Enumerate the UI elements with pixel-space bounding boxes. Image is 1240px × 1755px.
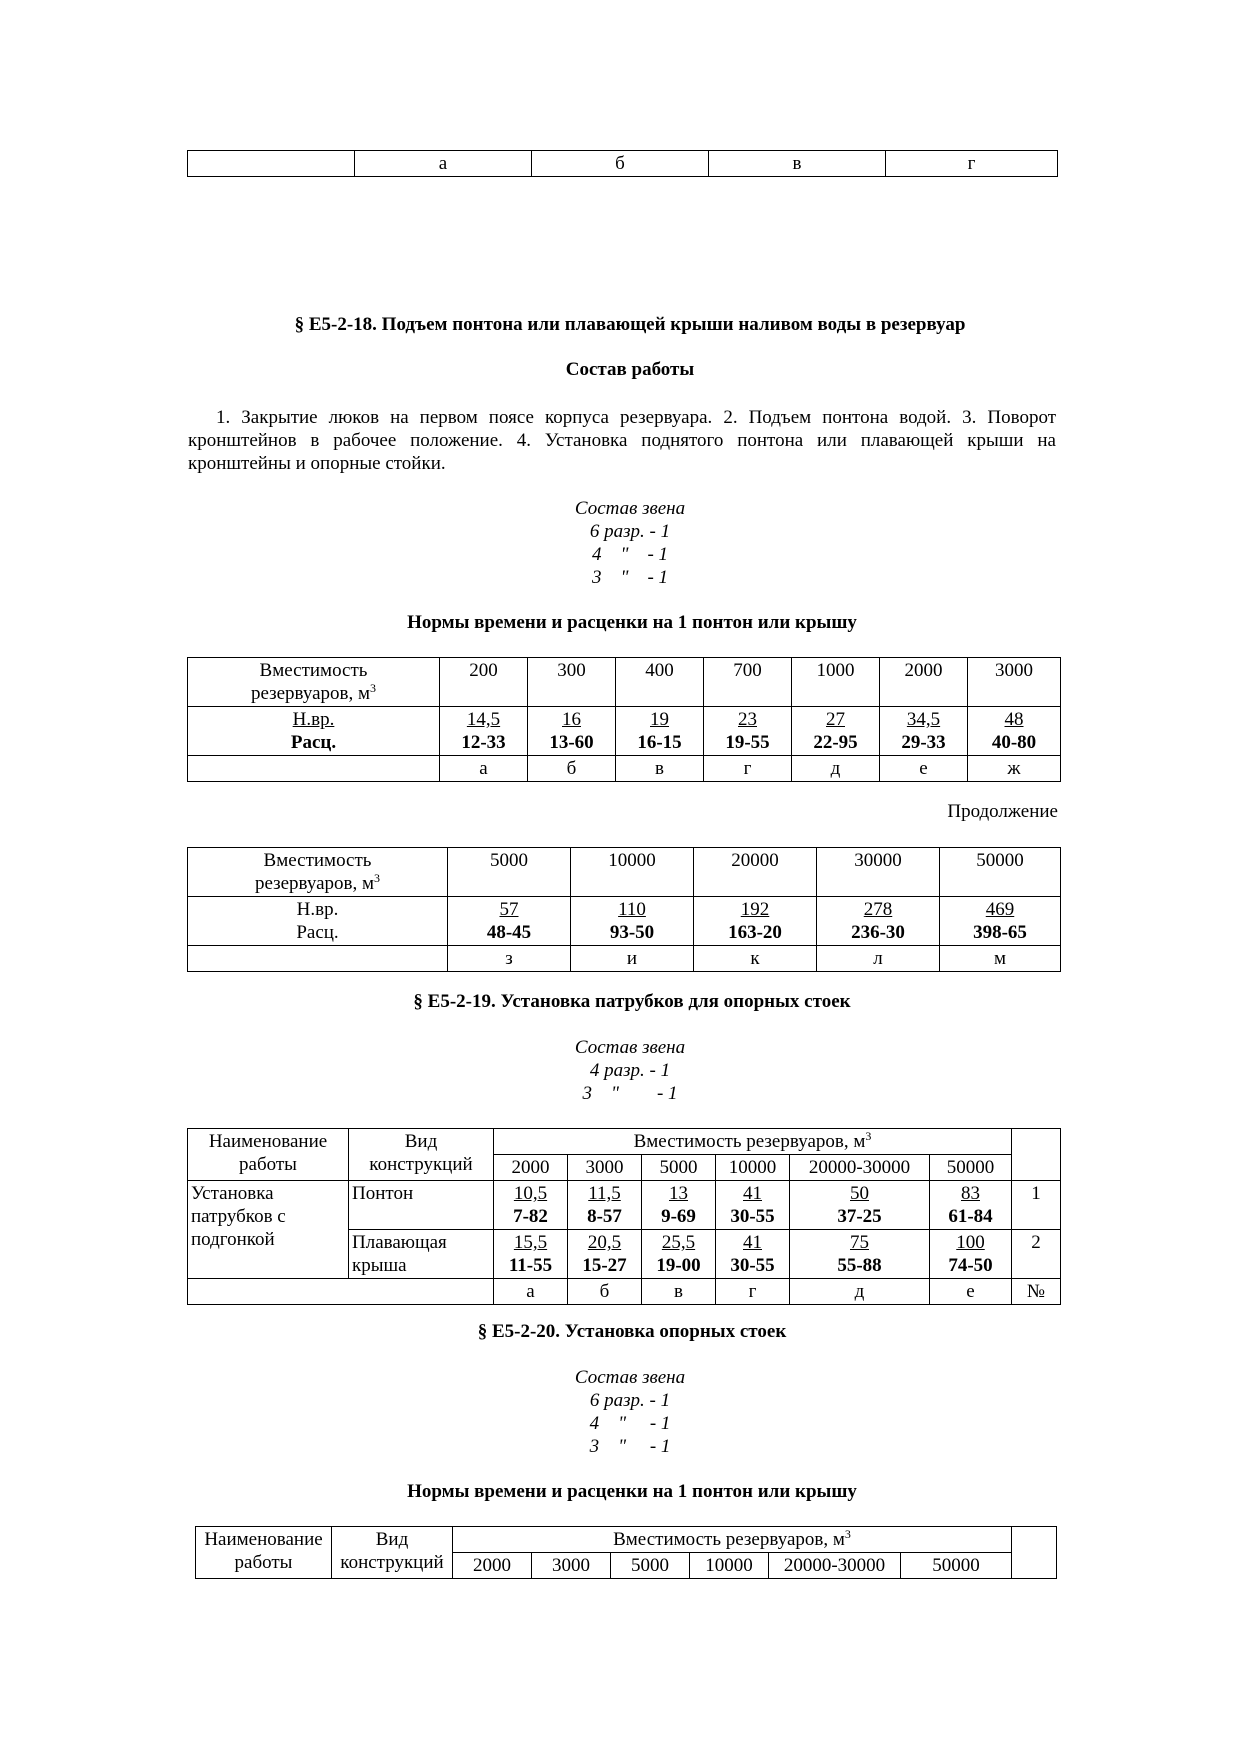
norm-cell: 20,5 15-27 xyxy=(568,1230,642,1279)
crew-line: 3 " - 1 xyxy=(582,1083,678,1104)
capacity-header: Вместимость резервуаров, $м^3$ xyxy=(188,848,448,897)
norm-cell: 192 163-20 xyxy=(694,897,817,946)
empty-cell xyxy=(188,151,355,177)
crew-line: Состав звена xyxy=(574,498,686,519)
capacity-value: 200 xyxy=(440,658,528,707)
crew-line: 3 " - 1 xyxy=(589,1436,671,1457)
column-letter: а xyxy=(494,1279,568,1305)
column-letter: б xyxy=(568,1279,642,1305)
column-letter: а xyxy=(355,151,532,177)
capacity-value: 5000 xyxy=(611,1553,690,1579)
column-letter: в xyxy=(642,1279,716,1305)
capacity-value: 5000 xyxy=(448,848,571,897)
norm-cell: 57 48-45 xyxy=(448,897,571,946)
norm-cell: 27 22-95 xyxy=(792,707,880,756)
norm-cell: 25,5 19-00 xyxy=(642,1230,716,1279)
capacity-value: 700 xyxy=(704,658,792,707)
column-letter: е xyxy=(930,1279,1012,1305)
row-number: 1 xyxy=(1012,1181,1061,1230)
norm-cell: 10,5 7-82 xyxy=(494,1181,568,1230)
column-letter: б xyxy=(528,756,616,782)
capacity-value: 50000 xyxy=(901,1553,1012,1579)
capacity-value: 3000 xyxy=(968,658,1061,707)
norm-cell: 278 236-30 xyxy=(817,897,940,946)
norm-cell: 75 55-88 xyxy=(790,1230,930,1279)
capacity-value: 20000-30000 xyxy=(790,1155,930,1181)
top-letter-table xyxy=(187,150,1058,177)
crew-line: 4 " - 1 xyxy=(591,544,669,565)
capacity-value: 5000 xyxy=(642,1155,716,1181)
capacity-value: 2000 xyxy=(453,1553,532,1579)
norm-cell: 11,5 8-57 xyxy=(568,1181,642,1230)
column-letter: г xyxy=(704,756,792,782)
section-19-title: § Е5-2-19. Установка патрубков для опорных стоек xyxy=(413,991,851,1012)
norm-cell: 83 61-84 xyxy=(930,1181,1012,1230)
capacity-value: 400 xyxy=(616,658,704,707)
crew-composition-18 xyxy=(0,497,1240,589)
norm-cell: 41 30-55 xyxy=(716,1181,790,1230)
crew-line: Состав звена xyxy=(574,1037,686,1058)
capacity-value: 20000-30000 xyxy=(769,1553,901,1579)
empty-cell xyxy=(188,756,440,782)
crew-composition-19 xyxy=(0,1036,1240,1105)
norm-cell: 48 40-80 xyxy=(968,707,1061,756)
work-composition-text: 1. Закрытие люков на первом поясе корпуса резервуара. 2. Подъем понтона водой. 3. Поворот кронштейнов в рабочее положение. 4. Установка поднятого понтона или плавающей крыши на кронштейны и опорные стойки. xyxy=(188,407,1056,474)
column-letter: г xyxy=(886,151,1058,177)
norm-cell: 41 30-55 xyxy=(716,1230,790,1279)
norm-cell: 110 93-50 xyxy=(571,897,694,946)
capacity-value: 50000 xyxy=(940,848,1061,897)
capacity-value: 30000 xyxy=(817,848,940,897)
column-letter: е xyxy=(880,756,968,782)
norms-table-20 xyxy=(195,1526,1057,1579)
column-letter: б xyxy=(532,151,709,177)
column-letter: д xyxy=(792,756,880,782)
norms-title-20: Нормы времени и расценки на 1 понтон или крышу xyxy=(407,1481,857,1502)
capacity-header: Вместимость резервуаров, $м^3$ xyxy=(453,1527,1012,1553)
capacity-value: 3000 xyxy=(568,1155,642,1181)
column-letter: г xyxy=(716,1279,790,1305)
column-letter: з xyxy=(448,946,571,972)
empty-cell xyxy=(188,946,448,972)
norm-cell: 23 19-55 xyxy=(704,707,792,756)
crew-composition-20 xyxy=(0,1366,1240,1458)
capacity-value: 10000 xyxy=(690,1553,769,1579)
section-18-title: § Е5-2-18. Подъем понтона или плавающей крыши наливом воды в резервуар xyxy=(294,314,966,335)
norms-title-18: Нормы времени и расценки на 1 понтон или крышу xyxy=(407,612,857,633)
capacity-value: 20000 xyxy=(694,848,817,897)
norm-cell: 13 9-69 xyxy=(642,1181,716,1230)
column-letter: л xyxy=(817,946,940,972)
capacity-value: 50000 xyxy=(930,1155,1012,1181)
column-letter: м xyxy=(940,946,1061,972)
construction-type: Плавающая крыша xyxy=(349,1230,494,1279)
crew-line: 6 разр. - 1 xyxy=(589,1390,671,1411)
column-letter: в xyxy=(616,756,704,782)
norm-cell: 50 37-25 xyxy=(790,1181,930,1230)
column-letter: и xyxy=(571,946,694,972)
capacity-value: 300 xyxy=(528,658,616,707)
nvr-rasc-label: Н.вр. Расц. xyxy=(188,897,448,946)
work-name-header: Наименование работы xyxy=(188,1129,349,1181)
column-letter: д xyxy=(790,1279,930,1305)
norm-cell: 16 13-60 xyxy=(528,707,616,756)
norm-cell: 14,5 12-33 xyxy=(440,707,528,756)
capacity-value: 1000 xyxy=(792,658,880,707)
capacity-value: 2000 xyxy=(494,1155,568,1181)
construction-type: Понтон xyxy=(349,1181,494,1230)
norm-cell: 469 398-65 xyxy=(940,897,1061,946)
crew-line: Состав звена xyxy=(574,1367,686,1388)
norm-cell: 19 16-15 xyxy=(616,707,704,756)
norms-table-2 xyxy=(187,847,1061,972)
norm-cell: 100 74-50 xyxy=(930,1230,1012,1279)
nvr-rasc-label: Н.вр. Расц. xyxy=(188,707,440,756)
empty-cell xyxy=(1012,1527,1057,1579)
capacity-header: Вместимость резервуаров, $м^3$ xyxy=(494,1129,1012,1155)
continuation-label: Продолжение xyxy=(947,801,1058,822)
capacity-value: 10000 xyxy=(571,848,694,897)
crew-line: 3 " - 1 xyxy=(591,567,669,588)
column-letter: в xyxy=(709,151,886,177)
capacity-value: 3000 xyxy=(532,1553,611,1579)
column-letter: ж xyxy=(968,756,1061,782)
empty-cell xyxy=(1012,1129,1061,1181)
norms-table-1 xyxy=(187,657,1061,782)
column-letter: а xyxy=(440,756,528,782)
norm-cell: 34,5 29-33 xyxy=(880,707,968,756)
number-sign: № xyxy=(1012,1279,1061,1305)
row-number: 2 xyxy=(1012,1230,1061,1279)
norms-table-19 xyxy=(187,1128,1061,1305)
construction-type-header: Вид конструкций xyxy=(349,1129,494,1181)
empty-cell xyxy=(188,1279,494,1305)
column-letter: к xyxy=(694,946,817,972)
work-name-header: Наименование работы xyxy=(196,1527,332,1579)
capacity-value: 2000 xyxy=(880,658,968,707)
work-name: Установка патрубков с подгонкой xyxy=(188,1181,349,1279)
crew-line: 6 разр. - 1 xyxy=(589,521,671,542)
capacity-value: 10000 xyxy=(716,1155,790,1181)
crew-line: 4 " - 1 xyxy=(589,1413,671,1434)
crew-line: 4 разр. - 1 xyxy=(589,1060,671,1081)
work-composition-title: Состав работы xyxy=(565,359,695,380)
norm-cell: 15,5 11-55 xyxy=(494,1230,568,1279)
section-20-title: § Е5-2-20. Установка опорных стоек xyxy=(477,1321,787,1342)
capacity-header: Вместимость резервуаров, $м^3$ xyxy=(188,658,440,707)
construction-type-header: Вид конструкций xyxy=(332,1527,453,1579)
